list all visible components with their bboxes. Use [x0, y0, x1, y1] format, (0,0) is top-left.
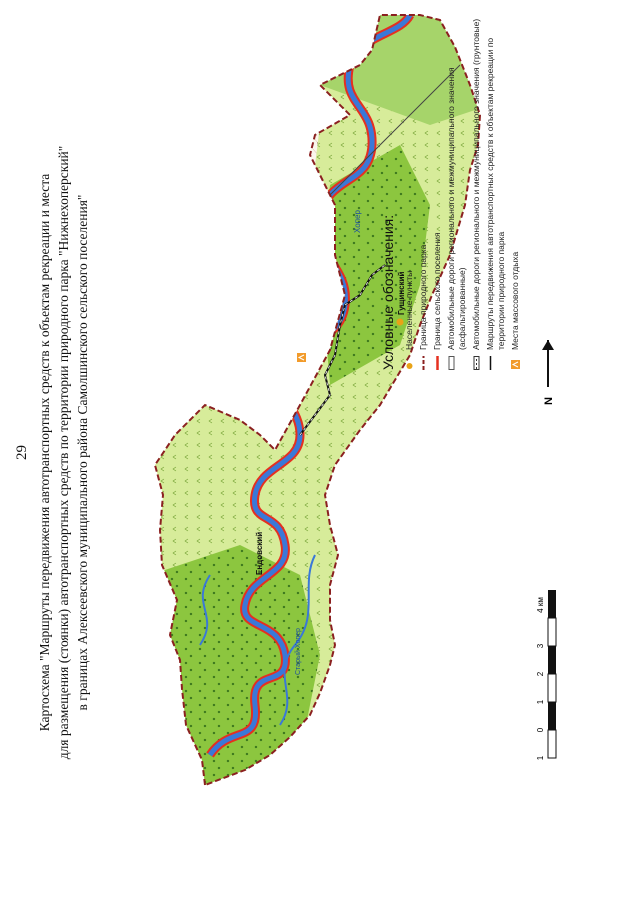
legend-item-recreation: Места массового отдыха	[510, 10, 521, 370]
north-arrow-icon	[542, 340, 555, 405]
dirt-road-icon	[472, 356, 481, 370]
legend-item-paved-road: Автомобильные дороги регионального и межмуниципального значения (асфальтированные)	[446, 10, 468, 370]
river-old-khoper-label: Старый Хопер	[295, 628, 302, 675]
route-line-icon	[486, 356, 495, 370]
river-khoper-label: Хопер	[353, 210, 362, 233]
scale-tick-label: 1	[536, 699, 545, 705]
scale-bar	[536, 590, 556, 760]
settlement-gushchinsky-label: Гущинский	[397, 271, 406, 315]
map-legend	[380, 10, 524, 370]
legend-item-settlement: Населенные пункты	[404, 10, 415, 370]
scale-tick-label: 2	[536, 671, 545, 677]
park-boundary-line-icon	[419, 356, 428, 370]
legend-title: Условные обозначения:	[380, 214, 396, 370]
north-label: N	[543, 397, 555, 405]
legend-item-park-boundary: Граница природного парка	[418, 10, 429, 370]
map-title-line-2: для размещения (стоянки) автотранспортных средств по территории природного парка "Нижнехоперский"	[56, 145, 71, 760]
page-number: 29	[14, 445, 30, 460]
legend-item-settlement-boundary: Граница сельского поселения	[432, 10, 443, 370]
scale-tick-label: 0	[536, 727, 545, 733]
settlement-endovsky-label: Ендовский	[255, 531, 264, 575]
map-title-line-3: в границах Алексеевского муниципального района Самолшинского сельского поселения"	[75, 194, 90, 711]
paved-road-icon	[447, 356, 456, 370]
recreation-place-icon	[297, 353, 306, 362]
map-title-line-1: Картосхема "Маршруты передвижения автотранспортных средств к объектам рекреации и места	[37, 173, 52, 732]
scale-tick-label: 1	[536, 755, 545, 761]
scale-tick-label: 3	[536, 643, 545, 649]
recreation-place-icon	[511, 356, 520, 370]
legend-item-dirt-road: Автомобильные дороги регионального и межмуниципального значения (грунтовые)	[471, 10, 482, 370]
settlement-boundary-line-icon	[433, 356, 442, 370]
scale-tick-label: 4 км	[536, 597, 545, 613]
legend-item-route: Маршруты передвижения автотранспортных средств к объектам рекреации по территории природного парка	[485, 10, 507, 370]
settlement-dot-icon	[405, 356, 414, 370]
